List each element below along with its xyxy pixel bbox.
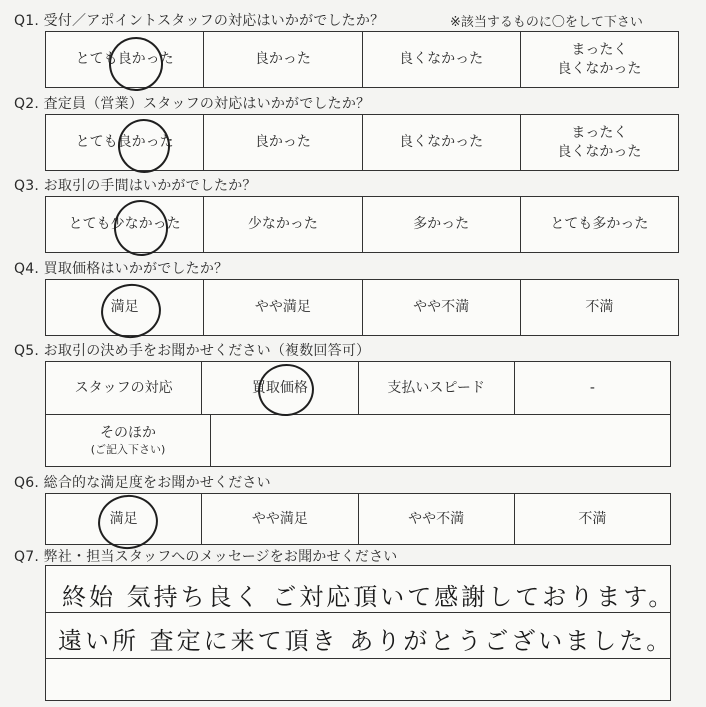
q6-options	[45, 493, 671, 545]
q6-option-2[interactable]: やや満足	[201, 494, 357, 544]
q2-option-2[interactable]: 良かった	[203, 115, 361, 170]
q5-option-3[interactable]: 支払いスピード	[358, 362, 514, 414]
q4-option-4[interactable]: 不満	[520, 280, 678, 335]
message-line-2: 遠い所 査定に来て頂き ありがとうございました。	[58, 627, 674, 655]
q4-option-1[interactable]: 満足	[46, 280, 203, 335]
q4-option-2[interactable]: やや満足	[203, 280, 361, 335]
q5-option-1[interactable]: スタッフの対応	[74, 379, 173, 396]
q3-option-4[interactable]: とても多かった	[520, 197, 678, 252]
q1-option-4[interactable]: まったく 良くなかった	[520, 32, 678, 87]
q6-title: Q6. 総合的な満足度をお聞かせください	[14, 475, 271, 491]
q3-options	[45, 196, 679, 253]
q3-option-1[interactable]: とても少なかった	[46, 197, 203, 252]
q6-option-1[interactable]: 満足	[46, 494, 201, 544]
q1-title: Q1. 受付／アポイントスタッフの対応はいかがでしたか？	[14, 13, 385, 29]
ruled-line	[46, 658, 670, 659]
q2-option-1[interactable]: とても良かった	[46, 115, 203, 170]
message-box[interactable]	[45, 565, 676, 701]
message-line-1: 終始 気持ち良く ご対応頂いて感謝しております。	[62, 583, 676, 611]
q2-options	[45, 114, 679, 171]
q5-other-label: そのほか (ご記入下さい)	[90, 425, 166, 457]
q7-title: Q7. 弊社・担当スタッフへのメッセージをお聞かせください	[14, 549, 398, 565]
q1-option-2[interactable]: 良かった	[203, 32, 361, 87]
q3-title: Q3. お取引の手間はいかがでしたか？	[14, 178, 257, 194]
q5-other-input[interactable]	[210, 415, 670, 467]
q5-options	[45, 361, 671, 467]
q4-option-3[interactable]: やや不満	[362, 280, 520, 335]
q1-option-1[interactable]: とても良かった	[46, 32, 203, 87]
q1-option-3[interactable]: 良くなかった	[362, 32, 520, 87]
q4-title: Q4. 買取価格はいかがでしたか？	[14, 261, 229, 277]
q5-option-2[interactable]: 買取価格	[201, 362, 357, 414]
q6-option-4[interactable]: 不満	[514, 494, 670, 544]
q2-option-3[interactable]: 良くなかった	[362, 115, 520, 170]
q5-title: Q5. お取引の決め手をお聞かせください（複数回答可）	[14, 343, 371, 359]
instruction-note: ※該当するものに〇をして下さい	[450, 15, 643, 30]
q4-options	[45, 279, 679, 336]
q5-option-4[interactable]: -	[514, 362, 670, 414]
q2-option-4[interactable]: まったく 良くなかった	[520, 115, 678, 170]
q6-option-3[interactable]: やや不満	[358, 494, 514, 544]
q3-option-3[interactable]: 多かった	[362, 197, 520, 252]
ruled-line	[46, 612, 670, 613]
q3-option-2[interactable]: 少なかった	[203, 197, 361, 252]
q2-title: Q2. 査定員（営業）スタッフの対応はいかがでしたか？	[14, 96, 371, 112]
q1-options	[45, 31, 679, 88]
